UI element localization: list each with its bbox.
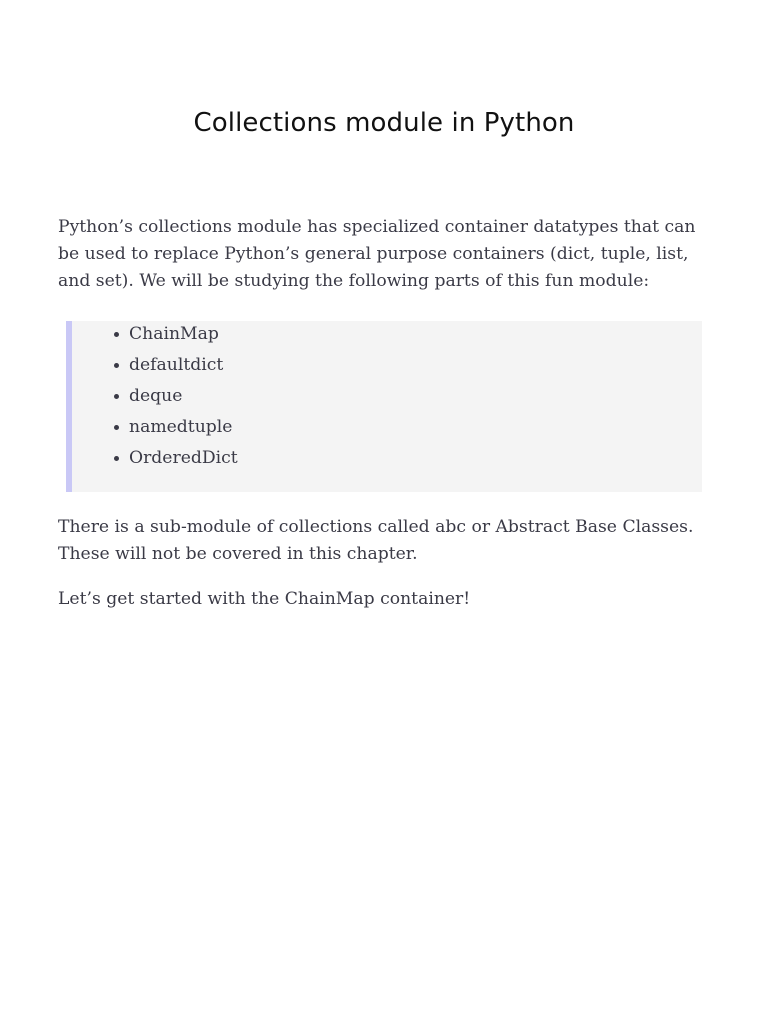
bullet-icon (114, 394, 119, 399)
bullet-icon (114, 332, 119, 337)
list-item (129, 445, 238, 471)
bullet-icon (114, 363, 119, 368)
bullet-icon (114, 425, 119, 430)
list-item-label: namedtuple (129, 417, 233, 437)
list-item (129, 352, 223, 378)
list-item-label: deque (129, 386, 183, 406)
closing-paragraph: Let’s get started with the ChainMap container! (58, 589, 471, 609)
list-item-label: OrderedDict (129, 448, 238, 468)
list-item (129, 414, 232, 440)
bullet-icon (114, 456, 119, 461)
intro-paragraph: Python’s collections module has specialized container datatypes that can be used to replace Python’s general purpose containers (dict, tuple, list, and set). We will be studying the following parts of this fun module: (58, 217, 696, 291)
list-item-label: defaultdict (129, 355, 224, 375)
list-item-label: ChainMap (129, 324, 219, 344)
module-parts-callout (66, 321, 702, 492)
abc-note-paragraph: There is a sub-module of collections called abc or Abstract Base Classes. These will not be covered in this chapter. (58, 517, 694, 564)
page-title: Collections module in Python (193, 108, 575, 138)
list-item (129, 321, 219, 347)
list-item (129, 383, 182, 409)
